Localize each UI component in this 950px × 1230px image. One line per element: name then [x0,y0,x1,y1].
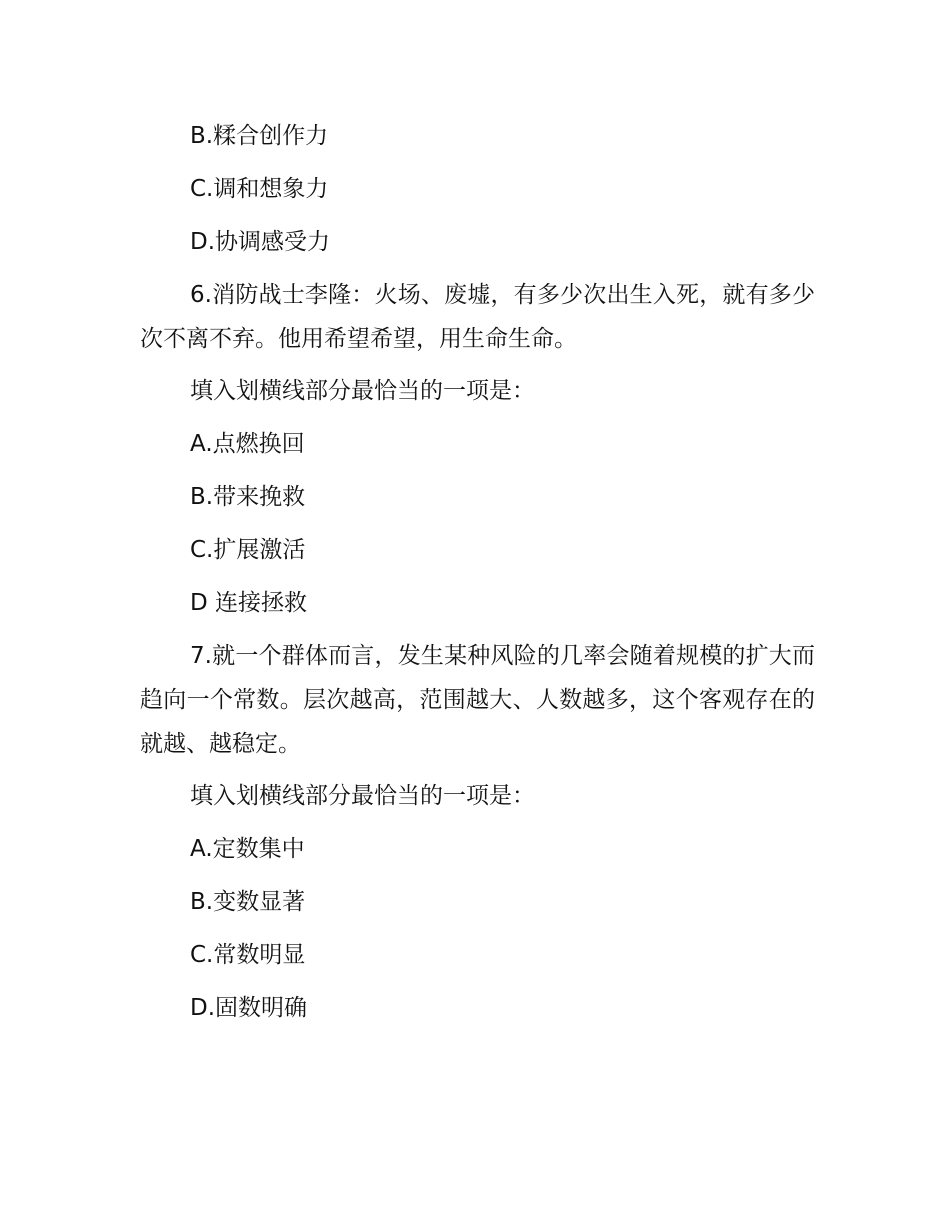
q6-prompt: 填入划横线部分最恰当的一项是： [190,378,535,404]
q6-option-b: B.带来挽救 [190,484,306,510]
q7-stem: 7.就一个群体而言，发生某种风险的几率会随着规模的扩大而趋向一个常数。层次越高，范围越大、人数越多，这个客观存在的就越、越稳定。 [140,643,815,757]
q6-option-c: C.扩展激活 [190,537,306,563]
q5-option-b: B.糅合创作力 [190,123,329,149]
q7-option-a: A.定数集中 [190,836,305,862]
q6-option-d: D 连接拯救 [190,590,308,616]
q5-option-c: C.调和想象力 [190,176,329,202]
q7-option-b: B.变数显著 [190,889,306,915]
q6-stem: 6.消防战士李隆：火场、废墟，有多少次出生入死，就有多少次不离不弃。他用希望希望，用生命生命。 [140,282,815,352]
q7-option-c: C.常数明显 [190,942,306,968]
q7-option-d: D.固数明确 [190,995,308,1021]
q6-option-a: A.点燃换回 [190,431,305,457]
q7-prompt: 填入划横线部分最恰当的一项是： [190,783,535,809]
q5-option-d: D.协调感受力 [190,229,331,255]
document-content [140,110,815,1035]
